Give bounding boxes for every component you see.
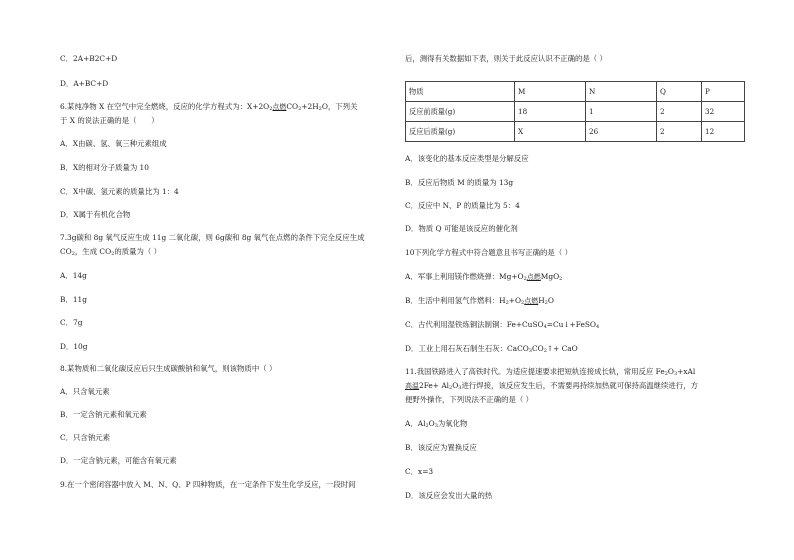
table-cell: 18 <box>515 102 586 122</box>
q10-stem: 10下列化学方程式中符合题意且书写正确的是（ ） <box>405 248 572 257</box>
table-header-row <box>406 82 745 102</box>
table-cell: P <box>702 82 745 102</box>
q8-option-d: D．一定含钠元素，可能含有氧元素 <box>60 456 177 465</box>
q11-stem-line1: 11.我国铁路进入了高铁时代。为适应提速要求把短轨连接成长轨，常用反应 $Fe_2O_3+xAl$ <box>405 367 696 377</box>
q9-option-d: D．物质 Q 可能是该反应的催化剂 <box>405 224 518 233</box>
table-cell: 反应前质量(g) <box>406 102 515 122</box>
q8-stem: 8.某物质和二氧化碳反应后只生成碳酸钠和氧气，则该物质中（ ） <box>60 364 277 373</box>
q11-option-d: D．该反应会发出大量的热 <box>405 491 493 500</box>
q11-stem-line3: 便野外操作，下列说法不正确的是（ ） <box>405 395 533 404</box>
table-cell: 2 <box>657 102 702 122</box>
q11-option-c: C．x=3 <box>405 467 434 476</box>
table-cell: 2 <box>657 122 702 142</box>
q7-option-d: D．10g <box>60 342 88 351</box>
table-cell: N <box>586 82 657 102</box>
q11-option-b: B．该反应为置换反应 <box>405 443 477 452</box>
condition-label: 点燃 <box>272 103 287 111</box>
table-cell: 26 <box>586 122 657 142</box>
q10-option-a: A．军事上利用镁作燃烧弹：$Mg+O_2$点燃MgO$_2$ <box>405 272 563 282</box>
q7-stem-line1: 7.3g碳和 8g 氧气反应生成 11g 二氧化碳，则 6g碳和 8g 氧气在点燃的条件下完全反应生成 <box>60 233 365 242</box>
q8-option-a: A．只含氧元素 <box>60 387 110 396</box>
table-cell: M <box>515 82 586 102</box>
q9-option-b: B．反应后物质 M 的质量为 13g <box>405 178 514 187</box>
q9-stem-line2: 后，测得有关数据如下表，则关于此反应认识不正确的是（ ） <box>405 54 607 63</box>
q8-option-b: B．一定含钠元素和氧元素 <box>60 410 147 419</box>
table-row <box>406 102 745 122</box>
table-cell: 反应后质量(g) <box>406 122 515 142</box>
q6-stem-line2: 于 X 的说法正确的是（ ） <box>60 116 159 125</box>
condition-label: 点燃 <box>526 273 541 281</box>
condition-label: 点燃 <box>524 297 539 305</box>
q6-option-a: A．X由碳、氢、氧三种元素组成 <box>60 139 167 148</box>
option-d-prev: D．A+BC+D <box>60 79 109 88</box>
q11-stem-line2: 高温$2Fe+ Al_2O_3$进行焊接，该反应发生后，不需要再持续加热就可保持高温继续进行，方 <box>405 381 698 391</box>
table-cell: X <box>515 122 586 142</box>
option-c-prev: C．2A+B2C+D <box>60 54 118 63</box>
q7-option-c: C．7g <box>60 318 83 327</box>
table-cell: 12 <box>702 122 745 142</box>
q8-option-c: C．只含钠元素 <box>60 433 110 442</box>
table-cell: 物质 <box>406 82 515 102</box>
q10-option-d: D．工业上用石灰石制生石灰：$CaCO_3CO_2↑+$ CaO <box>405 344 578 354</box>
data-table <box>405 81 745 142</box>
q9-stem-line1: 9.在一个密闭容器中放入 M、N、Q、P 四种物质，在一定条件下发生化学反应，一段时间 <box>60 480 356 489</box>
q7-option-a: A．14g <box>60 271 87 280</box>
q7-option-b: B．11g <box>60 295 87 304</box>
q11-option-a: A．$Al_2O_3$为氧化物 <box>405 419 468 429</box>
q6-option-b: B．X的相对分子质量为 10 <box>60 163 149 172</box>
q6-option-d: D．X属于有机化合物 <box>60 210 131 219</box>
table-cell: 32 <box>702 102 745 122</box>
table-cell: 1 <box>586 102 657 122</box>
q6-stem-line1: 6.某纯净物 X 在空气中完全燃烧，反应的化学方程式为：$X+2O_2$点燃$CO_2+2H_2O$，下列关 <box>60 102 358 112</box>
q10-option-c: C．古代利用湿铁炼铜法制铜：Fe+CuSO$_4$=Cu↓+FeSO$_4$ <box>405 320 600 330</box>
table-row <box>406 122 745 142</box>
q6-option-c: C．X中碳、氢元素的质量比为 1：4 <box>60 187 179 196</box>
q10-option-b: B．生活中利用氢气作燃料：$H_2+O_2$点燃$H_2O$ <box>405 296 554 306</box>
q9-option-c: C．反应中 N、P 的质量比为 5：4 <box>405 201 520 210</box>
condition-label: 高温 <box>405 382 419 390</box>
q9-option-a: A．该变化的基本反应类型是分解反应 <box>405 154 529 163</box>
q7-stem-line2: $CO_2$，生成 $CO_2$的质量为（ ） <box>60 247 162 257</box>
table-cell: Q <box>657 82 702 102</box>
